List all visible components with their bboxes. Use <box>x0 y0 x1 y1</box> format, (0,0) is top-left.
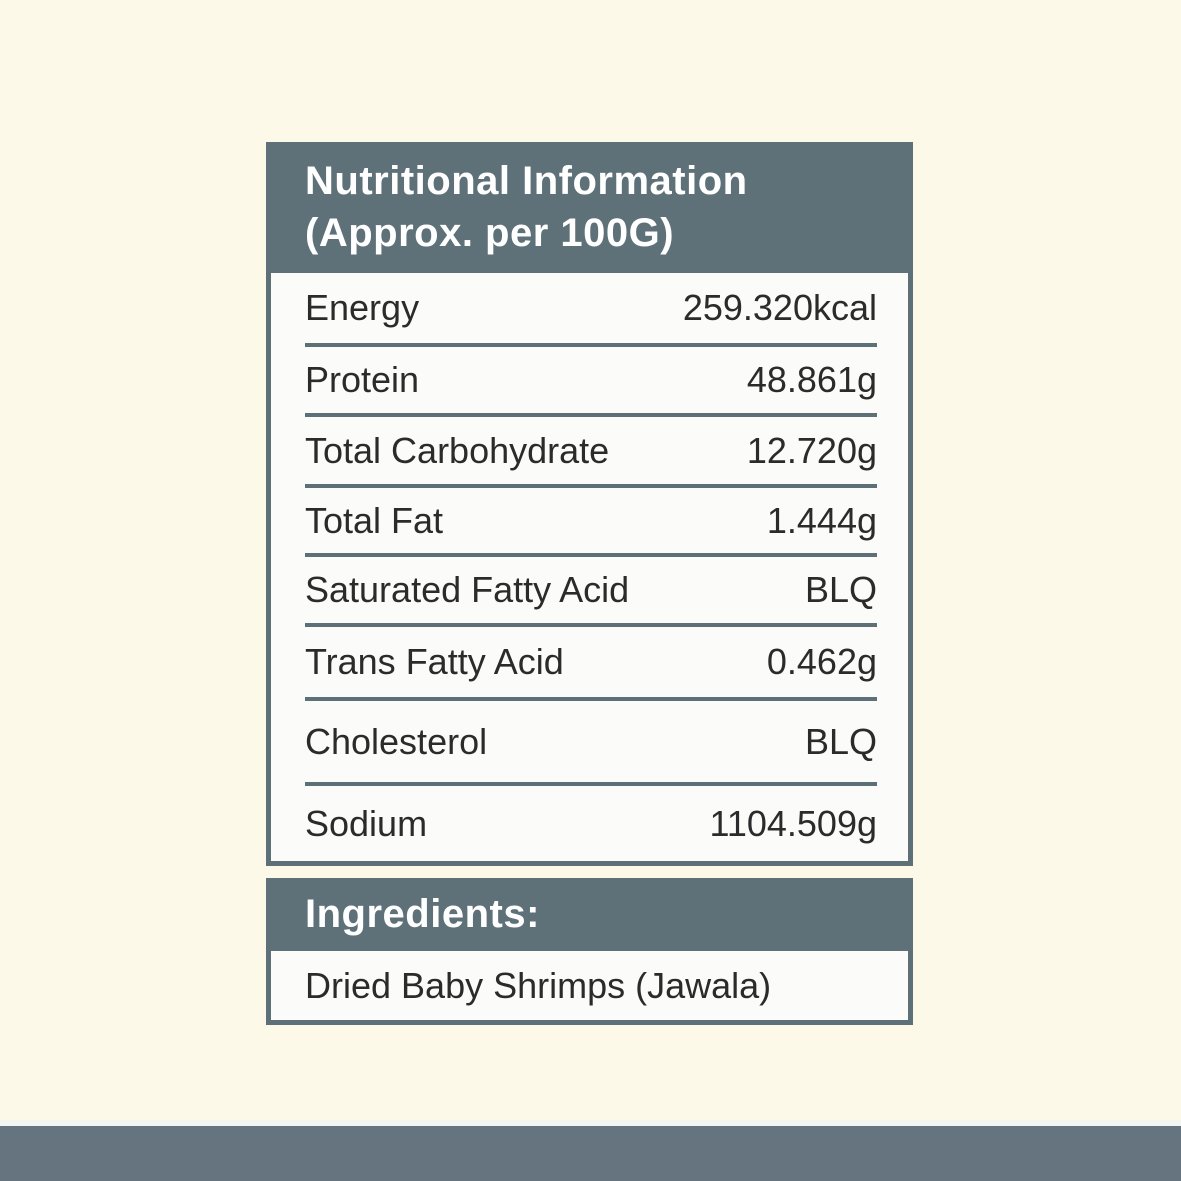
row-value: 0.462g <box>766 641 877 682</box>
row-label: Total Fat <box>305 499 444 541</box>
table-row-cholesterol <box>305 701 877 786</box>
ingredients-body <box>266 951 913 1025</box>
row-label: Protein <box>305 359 420 400</box>
row-label: Saturated Fatty Acid <box>305 569 630 610</box>
nutrition-table-body <box>266 273 913 866</box>
row-value: 48.861g <box>746 359 877 400</box>
ingredients-section <box>266 878 913 1025</box>
row-value: 12.720g <box>746 429 877 471</box>
table-row-saturated-fatty-acid <box>305 557 877 627</box>
bottom-strip <box>0 1120 1181 1181</box>
nutrition-table <box>266 142 913 866</box>
row-label: Sodium <box>305 802 428 844</box>
ingredients-header <box>266 878 913 951</box>
table-row-protein <box>305 347 877 417</box>
row-value: BLQ <box>804 569 877 610</box>
nutrition-title-line2: (Approx. per 100G) <box>305 211 675 255</box>
table-row-total-fat <box>305 488 877 557</box>
ingredient-item: Dried Baby Shrimps (Jawala) <box>305 964 772 1006</box>
row-label: Total Carbohydrate <box>305 429 610 471</box>
ingredients-title: Ingredients: <box>305 892 540 936</box>
nutrition-title-line1: Nutritional Information <box>305 159 748 203</box>
table-row-total-carbohydrate <box>305 417 877 488</box>
row-value: 1104.509g <box>709 802 877 844</box>
nutrition-table-header <box>266 142 913 273</box>
table-row-energy <box>305 273 877 347</box>
table-row-sodium <box>305 786 877 861</box>
row-value: 259.320kcal <box>682 287 877 328</box>
row-value: BLQ <box>804 720 877 762</box>
row-label: Cholesterol <box>305 720 488 762</box>
row-label: Energy <box>305 287 420 328</box>
table-row-trans-fatty-acid <box>305 627 877 701</box>
row-value: 1.444g <box>766 499 877 541</box>
row-label: Trans Fatty Acid <box>305 641 564 682</box>
